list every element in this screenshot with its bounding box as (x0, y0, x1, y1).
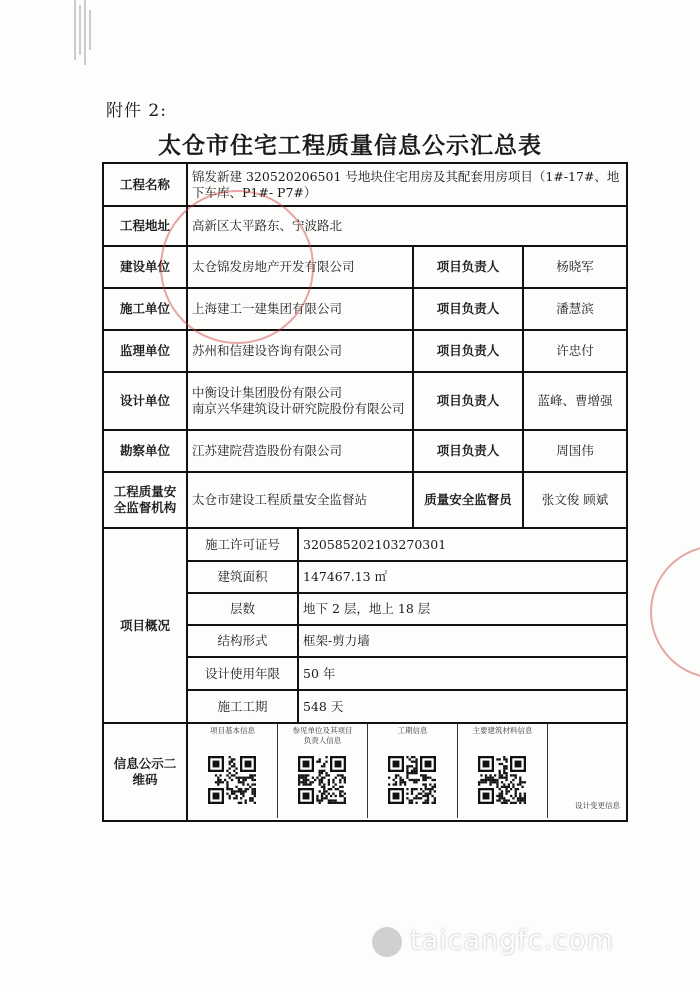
value-supervisor: 苏州和信建设咨询有限公司 (187, 330, 413, 372)
qr-column-participants (278, 724, 368, 818)
value-designer-line1: 中衡设计集团股份有限公司 (192, 385, 343, 400)
label-builder: 建设单位 (103, 246, 187, 288)
overview-value-service-life: 50 年 (298, 657, 626, 690)
person-builder: 杨晓军 (523, 246, 627, 288)
role-supervisor: 项目负责人 (413, 330, 523, 372)
page-title: 太仓市住宅工程质量信息公示汇总表 (158, 132, 542, 159)
value-project-name: 锦发新建 320520206501 号地块住宅用房及其配套用房项目（1#-17#、地下车库、P1#- P7#） (187, 163, 627, 206)
overview-row (188, 625, 626, 657)
row-designer (103, 372, 627, 430)
role-quality-agency: 质量安全监督员 (413, 472, 523, 528)
overview-value-floors: 地下 2 层，地上 18 层 (298, 593, 626, 625)
overview-value-area: 147467.13 ㎡ (298, 561, 626, 593)
label-designer: 设计单位 (103, 372, 187, 430)
label-quality-agency: 工程质量安全监督机构 (103, 472, 187, 528)
overview-label-permit: 施工许可证号 (188, 529, 298, 561)
watermark (372, 925, 614, 957)
qr-caption-design-change: 设计变更信息 (575, 801, 620, 810)
qr-code-materials[interactable] (478, 756, 526, 804)
overview-label-floors: 层数 (188, 593, 298, 625)
overview-label-duration: 施工工期 (188, 690, 298, 722)
person-surveyor: 周国伟 (523, 430, 627, 472)
value-constructor: 上海建工一建集团有限公司 (187, 288, 413, 330)
qr-column-materials (458, 724, 548, 818)
role-builder: 项目负责人 (413, 246, 523, 288)
attachment-label: 附件 2: (106, 101, 167, 121)
overview-row (188, 561, 626, 593)
label-surveyor: 勘察单位 (103, 430, 187, 472)
watermark-logo-icon (372, 927, 402, 957)
person-designer: 蓝峰、曹增强 (523, 372, 627, 430)
row-quality-agency (103, 472, 627, 528)
value-builder: 太仓锦发房地产开发有限公司 (187, 246, 413, 288)
label-qr: 信息公示二维码 (103, 723, 187, 821)
row-overview (103, 528, 627, 723)
overview-value-duration: 548 天 (298, 690, 626, 722)
role-constructor: 项目负责人 (413, 288, 523, 330)
qr-code-basic[interactable] (208, 756, 256, 804)
row-supervisor (103, 330, 627, 372)
qr-column-basic (188, 724, 278, 818)
row-qr (103, 723, 627, 821)
overview-label-area: 建筑面积 (188, 561, 298, 593)
person-constructor: 潘慧滨 (523, 288, 627, 330)
qr-caption-materials: 主要建筑材料信息 (472, 726, 533, 735)
value-designer (187, 372, 413, 430)
overview-value-permit: 320585202103270301 (298, 529, 626, 561)
label-project-address: 工程地址 (103, 206, 187, 246)
role-surveyor: 项目负责人 (413, 430, 523, 472)
overview-label-structure: 结构形式 (188, 625, 298, 657)
qr-code-participants[interactable] (298, 756, 346, 804)
label-supervisor: 监理单位 (103, 330, 187, 372)
qr-caption-basic: 项目基本信息 (210, 726, 255, 735)
overview-row (188, 690, 626, 722)
label-project-name: 工程名称 (103, 163, 187, 206)
qr-caption-schedule: 工期信息 (397, 726, 428, 735)
value-designer-line2: 南京兴华建筑设计研究院股份有限公司 (192, 401, 405, 416)
qr-strip (188, 724, 626, 818)
overview-row (188, 593, 626, 625)
label-constructor: 施工单位 (103, 288, 187, 330)
person-supervisor: 许忠付 (523, 330, 627, 372)
qr-caption-participants: 参见单位及其项目负责人信息 (292, 726, 353, 745)
row-project-name (103, 163, 627, 206)
value-project-address: 高新区太平路东、宁波路北 (187, 206, 627, 246)
overview-value-structure: 框架-剪力墙 (298, 625, 626, 657)
overview-row (188, 657, 626, 690)
overview-label-service-life: 设计使用年限 (188, 657, 298, 690)
label-overview: 项目概况 (103, 528, 187, 723)
overview-table (188, 529, 626, 722)
overview-row (188, 529, 626, 561)
scan-artifact (70, 0, 100, 70)
qr-column-schedule (368, 724, 458, 818)
person-quality-agency: 张文俊 顾斌 (523, 472, 627, 528)
edge-seal-stamp (650, 545, 700, 679)
role-designer: 项目负责人 (413, 372, 523, 430)
qr-code-schedule[interactable] (388, 756, 436, 804)
watermark-text: taicangfc.com (410, 925, 614, 956)
value-surveyor: 江苏建院营造股份有限公司 (187, 430, 413, 472)
company-seal-stamp (160, 190, 314, 344)
value-quality-agency: 太仓市建设工程质量安全监督站 (187, 472, 413, 528)
row-surveyor (103, 430, 627, 472)
